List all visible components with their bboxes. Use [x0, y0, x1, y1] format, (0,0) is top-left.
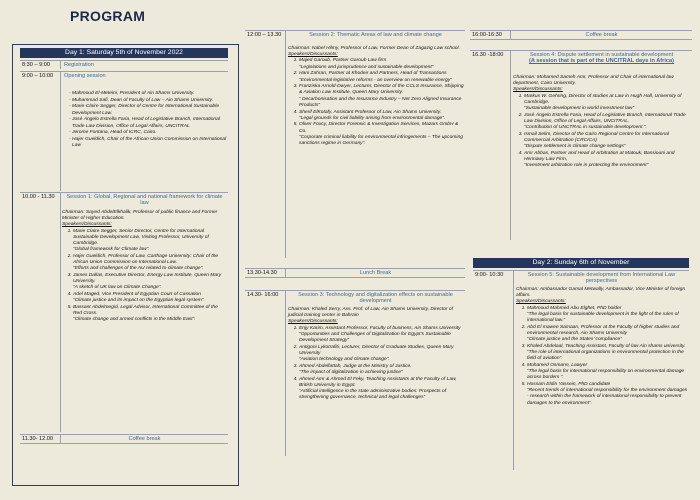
- speaker-name: 5. Hossam Eldin Yassein, PhD candidate: [527, 382, 611, 388]
- speaker-name: 1. Markus W. Gehring, Director of studies at Law in Hugh Hall, University of Cambridge.: [524, 93, 682, 105]
- opening-speakers: [61, 91, 227, 150]
- session4-speaker: [524, 132, 691, 151]
- speaker-name: 4. Ahmed Amr & Ahmed El Feky, Teaching Assistants at the Faculty of Law, British University in Egypt.: [299, 376, 457, 388]
- lunch-time: 13.30-14.30: [247, 270, 277, 276]
- speaker-name: 1. Majed Garoub, Partner Garoub Law firm: [299, 58, 387, 64]
- session2-speaker: [299, 71, 464, 83]
- session3-speaker: [299, 377, 464, 402]
- speaker-name: 3. Khaled Abdelaal, Teaching Assistant, Faculty of law Ain shams university.: [527, 343, 686, 349]
- session2-speaker: [299, 122, 464, 147]
- speaker-name: 5. Bassant Abdelmegid, Legal Advisor, International Committee of the Red Cross.: [73, 305, 218, 317]
- session1-speaker: [73, 229, 227, 254]
- session2-speaker: [299, 110, 464, 122]
- speaker-name: 5. Oliver Foxcy, Director Forensic & Investigation Services, Mazars GmbH & Co.: [299, 122, 459, 134]
- registration-time: 8:30 – 9:00: [22, 62, 50, 68]
- session2-time: 12:00 – 13.30: [247, 32, 282, 38]
- speaker-name: 3. James Dallas, Executive Director, Energy Law Institute, Queen Mary University.: [73, 273, 222, 285]
- talk-title: “Dispute settlement in climate change settings”: [524, 144, 626, 150]
- talk-title: “Opportunities and Challenges of Digitalization for Egypt’s Sustainable Development Strategy”: [299, 331, 451, 344]
- registration-row: [20, 60, 228, 69]
- talk-title: “The impact of digitalization in achieving justice”: [299, 370, 403, 376]
- session5-speaker: [527, 363, 689, 382]
- coffee-row-1: [20, 434, 228, 444]
- talk-title: “A sketch of UK law on Climate Change”.: [73, 285, 162, 291]
- talk-title: “The role of international organizations in environmental protection in the field of aviation”.: [527, 350, 684, 362]
- session1-speaker: [73, 273, 227, 292]
- session1-chair: Chairman: Sayed AbdelElkhalik, Professor of public finance and Former Minister of Higher Education.: [62, 210, 218, 222]
- opening-time: 9:00 – 10:00: [22, 73, 54, 79]
- opening-speaker: 2. Muhammad Safi, Dean of Faculty of Law – Ain Shams University.: [72, 98, 227, 104]
- speaker-name: 2. Hani Zahran, Partner at Khodeir and Partners, Head of Transactions: [299, 71, 447, 77]
- opening-row: [20, 71, 228, 92]
- session2-chair: Chairman: Nabel Hilmy, Professor of Law, Former Dean of Zagazig Law school.: [288, 46, 460, 51]
- opening-title: Opening session: [60, 72, 228, 92]
- session1-row: [20, 192, 228, 207]
- opening-speaker: 4. José Ángelo Estrella Faria, Head of Legislative Branch, International Trade Law Division, Office of Legal Affairs, UNCITRAL: [72, 117, 227, 129]
- session4-body: [513, 75, 691, 170]
- coffee1-time: 11.30- 12.00: [22, 436, 53, 442]
- session1-speaker: [73, 254, 227, 273]
- talk-title: “Legal grounds for civil liability arising from environmental damage”.: [299, 115, 446, 121]
- day1-heading: Day 1: Saturday 5th of November 2022: [20, 48, 228, 58]
- session3-row: [245, 290, 465, 305]
- session5-speaker: [527, 306, 689, 325]
- session5-speaker: [527, 325, 689, 344]
- speaker-name: 3. Franziska Arnold-Dwyer, Lecturer, Director of the CCLS Insurance, Shipping & Aviation Law Institute, Queen Mary University.: [299, 84, 464, 96]
- program-column-2: [245, 0, 470, 500]
- session3-speaker: [299, 364, 464, 376]
- session1-title: Session 1: Global, Regional and national framework for climate law: [60, 193, 228, 207]
- session5-row: [473, 270, 689, 285]
- program-column-1: [0, 0, 245, 500]
- speaker-name: 4. Mohamed Osmann, Lawyer: [527, 362, 588, 368]
- session2-body: [288, 46, 464, 148]
- session1-speakers-label: Speakers/Discussants:: [62, 222, 112, 228]
- talk-title: “Legislations and jurisprudence and sustainable development”: [299, 64, 434, 70]
- talk-title: “Contribution of UNCTRAL in sustainable development ”.: [524, 125, 647, 131]
- session5-body: [516, 287, 689, 407]
- session5-speaker: [527, 382, 689, 407]
- talk-title: “Sustainable development in world investment law”: [524, 106, 635, 112]
- session5-title: Session 5: Sustainable development from International Law perspectives: [513, 271, 689, 285]
- talk-title: “Artificial intelligence in the state administrative bodies: Prospects of strengthening governance, technical and legal challenges”: [299, 389, 447, 401]
- talk-title: “Aviation technology and climate change”.: [299, 357, 390, 363]
- talk-title: “Corporate criminal liability for environmental infringements – The upcoming sanctions regime in Germany”.: [299, 134, 463, 147]
- session1-body: [62, 210, 227, 324]
- session2-speaker: [299, 58, 464, 70]
- speaker-name: 3. Ahmed Abdelfattah, Judge at the Ministry of Justice.: [299, 363, 412, 369]
- talk-title: “Climate change and armed conflicts in the Middle East”.: [73, 317, 196, 323]
- lunch-title: Lunch Break: [285, 269, 465, 277]
- session4-speaker: [524, 94, 691, 113]
- session4-time: 16.30 -18:00: [472, 52, 504, 58]
- session1-time: 10.00 - 11.30: [22, 194, 55, 200]
- talk-title: “Global framework for Climate law”.: [73, 247, 150, 253]
- session2-row: [245, 30, 465, 39]
- speaker-name: 4. Sherif ElKotafy, Assistant Professor of Law, Ain Shams University.: [299, 109, 442, 115]
- session5-speaker: [527, 344, 689, 363]
- session2-speakers-label: Speakers/Discussants:: [288, 52, 338, 58]
- speaker-name: 4. Amr Abbas, Partner and Head of Arbitration at Matouk, Bassiouni and Hennawy Law Firm,: [524, 150, 675, 163]
- session1-speaker: [73, 305, 227, 324]
- talk-title: “Climate justice and the States’ compliance”: [527, 337, 622, 343]
- session4-subtitle: (A session that is part of the UNCITRAL days in Africa): [529, 58, 674, 64]
- session3-speakers-label: Speakers/Discussants:: [288, 319, 338, 325]
- session5-time: 9:00- 10:30: [475, 272, 504, 278]
- talk-title: “Environmental legislative reforms - an overview on renewable energy”: [299, 77, 452, 83]
- speaker-name: 4. Adel Maged, Vice President of Egyptian Court of Cassation: [73, 292, 201, 298]
- session2-speaker: [299, 84, 464, 109]
- session2-title: Session 2: Thematic Areas of law and climate change: [285, 31, 465, 39]
- session5-chair: Chairman: Ambassador Gamal Metwally, Ambassador, Vice Minister of foreign affairs.: [516, 287, 686, 299]
- session4-chair: Chairman: Mohamed Sameh Amr, Professor and Chair of international law department, Cairo University.: [513, 75, 674, 87]
- session4-title: Session 4: Dispute settlement in sustainable development: [529, 52, 674, 58]
- session5-speakers-label: Speakers/Discussants:: [516, 299, 566, 305]
- talk-title: “The legal basis for international responsibility on environmental damage across borders ”.: [527, 369, 685, 381]
- opening-speaker: 5. Jerome Fontana, Head of ICRC, Cairo.: [72, 130, 227, 136]
- speaker-name: 2. Antigoni Lykotrafiti, Lecturer, Director of Graduate Studies, Queen Mary University: [299, 344, 454, 356]
- session3-speaker: [299, 326, 464, 345]
- session1-speaker: [73, 292, 227, 304]
- speaker-name: 1. Enjy Karim, Assistant Professor, Faculty of business, Ain Shams University: [299, 325, 461, 331]
- speaker-name: 1. Mahmoud Mahmed Abu Elghet, PhD holder: [527, 305, 622, 311]
- session4-row: [470, 50, 692, 65]
- talk-title: “Recent trends of international responsibility for the environment damages - research within the framework of international responsibility to prevent damages to the environment”.: [527, 388, 688, 406]
- coffee-row-2: [470, 30, 692, 40]
- talk-title: “ Decarbonisation and the Insurance Industry – Net Zero Aligned Insurance Products”: [299, 96, 462, 108]
- session4-title-block: [510, 51, 692, 65]
- speaker-name: 3. Ismail Selim, Director of the Cairo Regional Centre for International Commercial Arbitration (CRCICA): [524, 131, 669, 144]
- program-column-3: [470, 0, 700, 500]
- talk-title: “The legal basis for sustainable development in the light of the rules of international law.”: [527, 311, 679, 324]
- lunch-row: [245, 268, 465, 278]
- session3-body: [288, 307, 464, 402]
- coffee2-title: Coffee break: [510, 31, 692, 39]
- session4-speakers-label: Speakers/Discussants:: [513, 87, 563, 93]
- opening-speaker: 1. Mahmoud El-Meteini, President of Ain Shams University.: [72, 91, 227, 97]
- registration-title: Registration: [60, 61, 228, 69]
- session3-chair: Chairman: Khaled Serry, Ass. Prof. of Law, Ain Shams University, Director of judicial training center in Bahrain: [288, 307, 453, 319]
- talk-title: “Efforts and challenges of the AU related to climate change”.: [73, 266, 204, 272]
- speaker-name: 2. José Ángelo Estrella Faria, Head of Legislative Branch, International Trade Law Division, Office of Legal Affairs, UNCITRAL.: [524, 112, 686, 124]
- talk-title: “Investment arbitration role in protecting the environment”: [524, 163, 649, 169]
- coffee1-title: Coffee break: [60, 435, 228, 443]
- session4-speaker: [524, 113, 691, 132]
- coffee2-time: 16:00-16:30: [472, 32, 502, 38]
- talk-title: “Climate justice and its impact on the Egyptian legal system”.: [73, 298, 205, 304]
- opening-speaker: 3. Marie-Claire Segger, Director of Centre for International Sustainable Development Law.: [72, 104, 227, 116]
- speaker-name: 2. Hajer Gueldich, Professor of Law, Carthage University; Chair of the African Union Commission on International Law.: [73, 253, 219, 266]
- speaker-name: 1. Marie Claire Segger, Senior Director, Centre for International Sustainable Development Law, Visiting Professor, University of Cambridge.: [73, 228, 209, 247]
- opening-speaker: 6. Hajer Gueldich, Chair of the African Union Commission on International Law: [72, 137, 227, 149]
- session3-speaker: [299, 345, 464, 364]
- speaker-name: 2. Abd El mawee Samaan, Professor at the Faculty of higher studies and environmental research, Ain Shams University: [527, 324, 680, 336]
- program-title: PROGRAM: [70, 8, 146, 24]
- session3-time: 14.30- 16:00: [247, 292, 279, 298]
- session3-title: Session 3: Technology and digitalization effects on sustainable development: [285, 291, 465, 305]
- day2-heading: Day 2: Sunday 6th of November: [473, 258, 689, 268]
- session4-speaker: [524, 151, 691, 170]
